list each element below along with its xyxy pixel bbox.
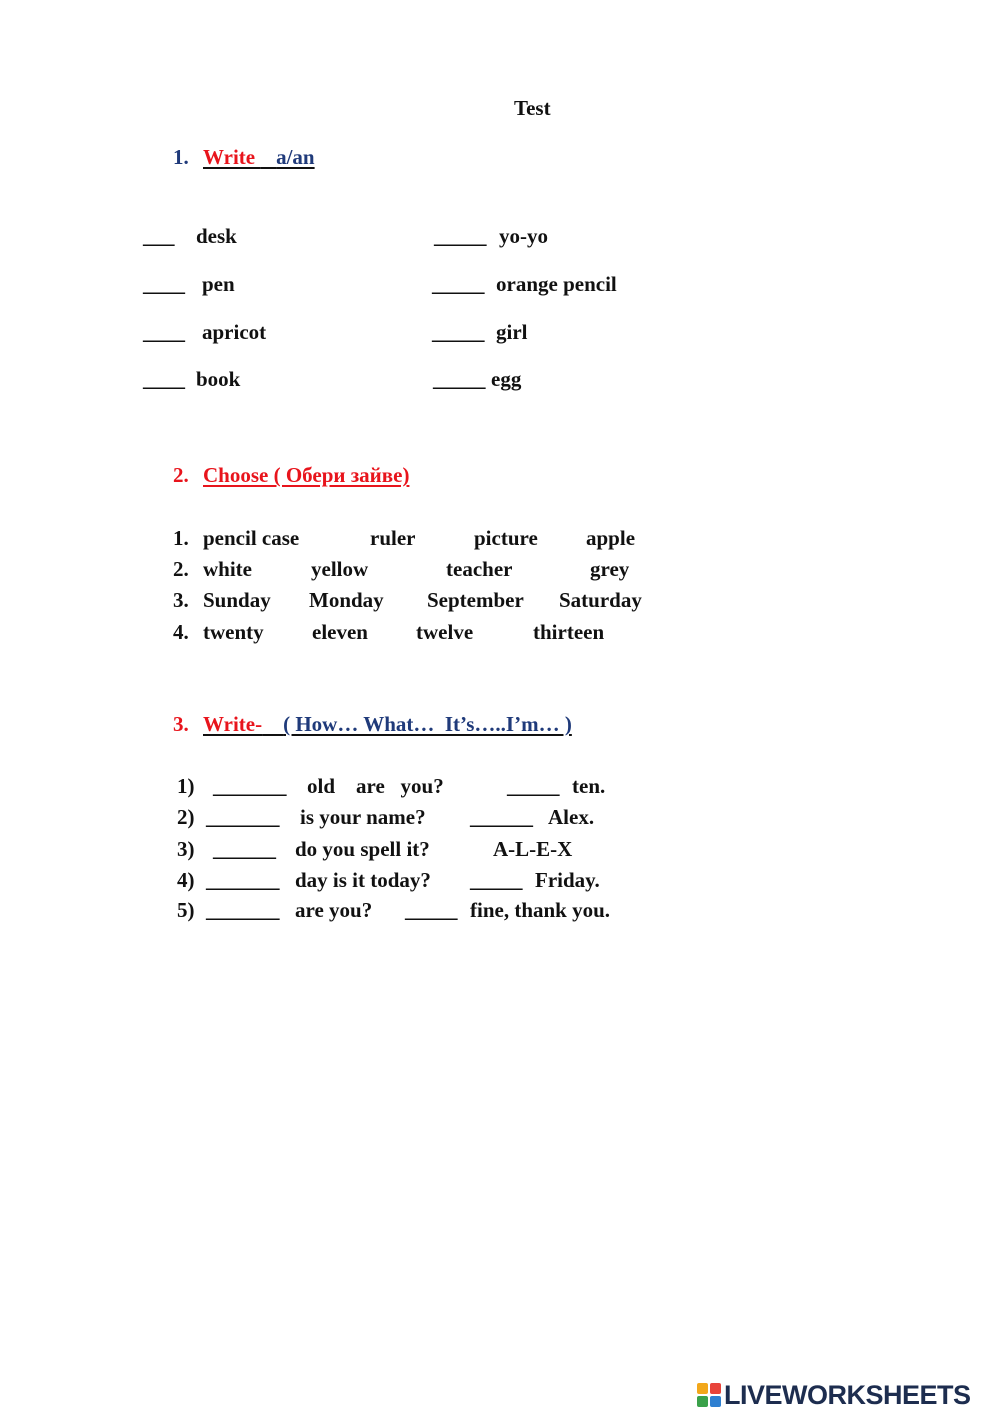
liveworksheets-logo-icon <box>697 1383 721 1407</box>
blank[interactable]: _____ <box>432 320 485 344</box>
section-2-number: 2. <box>173 463 189 487</box>
choice-word[interactable]: September <box>427 588 524 612</box>
blank[interactable]: _______ <box>206 898 280 922</box>
blank[interactable]: ____ <box>143 272 185 296</box>
section-3-number: 3. <box>173 712 189 736</box>
row-number: 1) <box>177 774 195 798</box>
answer-text: Friday. <box>535 868 600 892</box>
section-3-heading <box>203 714 572 735</box>
blank[interactable]: _____ <box>405 898 458 922</box>
answer-text: fine, thank you. <box>470 898 611 922</box>
section-1-heading-red: Write <box>203 145 261 169</box>
row-number: 4) <box>177 868 195 892</box>
section-3-heading-blue: ( How… What… It’s…..I’m… ) <box>283 712 572 736</box>
section-3-heading-red: Write- <box>203 712 263 736</box>
row-number: 4. <box>173 620 189 644</box>
blank[interactable]: _____ <box>432 272 485 296</box>
word-item: orange pencil <box>496 272 617 296</box>
choice-word[interactable]: white <box>203 557 252 581</box>
choice-word[interactable]: teacher <box>446 557 513 581</box>
answer-text: ten. <box>572 774 606 798</box>
logo-square <box>710 1383 721 1394</box>
question-text: old are you? <box>307 774 444 798</box>
choice-word[interactable]: Sunday <box>203 588 271 612</box>
blank[interactable]: _______ <box>206 868 280 892</box>
section-1-number: 1. <box>173 145 189 169</box>
word-item: apricot <box>202 320 267 344</box>
blank[interactable]: _____ <box>434 224 487 248</box>
choice-word[interactable]: twenty <box>203 620 264 644</box>
choice-word[interactable]: eleven <box>312 620 368 644</box>
answer-text: A-L-E-X <box>493 837 573 861</box>
blank[interactable]: _____ <box>433 367 486 391</box>
word-item: pen <box>202 272 235 296</box>
blank[interactable]: _______ <box>213 774 287 798</box>
choice-word[interactable]: Monday <box>309 588 384 612</box>
question-text: is your name? <box>300 805 426 829</box>
choice-word[interactable]: apple <box>586 526 636 550</box>
word-item: desk <box>196 224 237 248</box>
section-2-heading: Choose ( Обери зайве) <box>203 463 410 487</box>
section-1-heading <box>203 147 315 168</box>
blank[interactable]: ____ <box>143 320 185 344</box>
blank[interactable]: ___ <box>143 224 175 248</box>
answer-text: Alex. <box>548 805 595 829</box>
blank[interactable]: _______ <box>206 805 280 829</box>
row-number: 5) <box>177 898 195 922</box>
section-1-heading-blue: a/an <box>276 145 315 169</box>
question-text: day is it today? <box>295 868 431 892</box>
row-number: 2) <box>177 805 195 829</box>
logo-square <box>697 1396 708 1407</box>
blank[interactable]: _____ <box>470 868 523 892</box>
choice-word[interactable]: Saturday <box>559 588 642 612</box>
row-number: 3) <box>177 837 195 861</box>
choice-word[interactable]: picture <box>474 526 538 550</box>
word-item: book <box>196 367 241 391</box>
liveworksheets-logo <box>697 1380 971 1410</box>
page-title: Test <box>514 96 551 120</box>
choice-word[interactable]: twelve <box>416 620 474 644</box>
word-item: egg <box>491 367 522 391</box>
blank[interactable]: ____ <box>143 367 185 391</box>
choice-word[interactable]: grey <box>590 557 630 581</box>
blank[interactable]: ______ <box>213 837 276 861</box>
question-text: do you spell it? <box>295 837 430 861</box>
blank[interactable]: _____ <box>507 774 560 798</box>
choice-word[interactable]: ruler <box>370 526 416 550</box>
choice-word[interactable]: yellow <box>311 557 369 581</box>
row-number: 3. <box>173 588 189 612</box>
blank[interactable]: ______ <box>470 805 533 829</box>
word-item: girl <box>496 320 528 344</box>
logo-text: LIVEWORKSHEETS <box>724 1379 971 1410</box>
logo-square <box>697 1383 708 1394</box>
row-number: 1. <box>173 526 189 550</box>
question-text: are you? <box>295 898 373 922</box>
logo-square <box>710 1396 721 1407</box>
word-item: yo-yo <box>499 224 548 248</box>
row-number: 2. <box>173 557 189 581</box>
choice-word[interactable]: pencil case <box>203 526 300 550</box>
choice-word[interactable]: thirteen <box>533 620 605 644</box>
